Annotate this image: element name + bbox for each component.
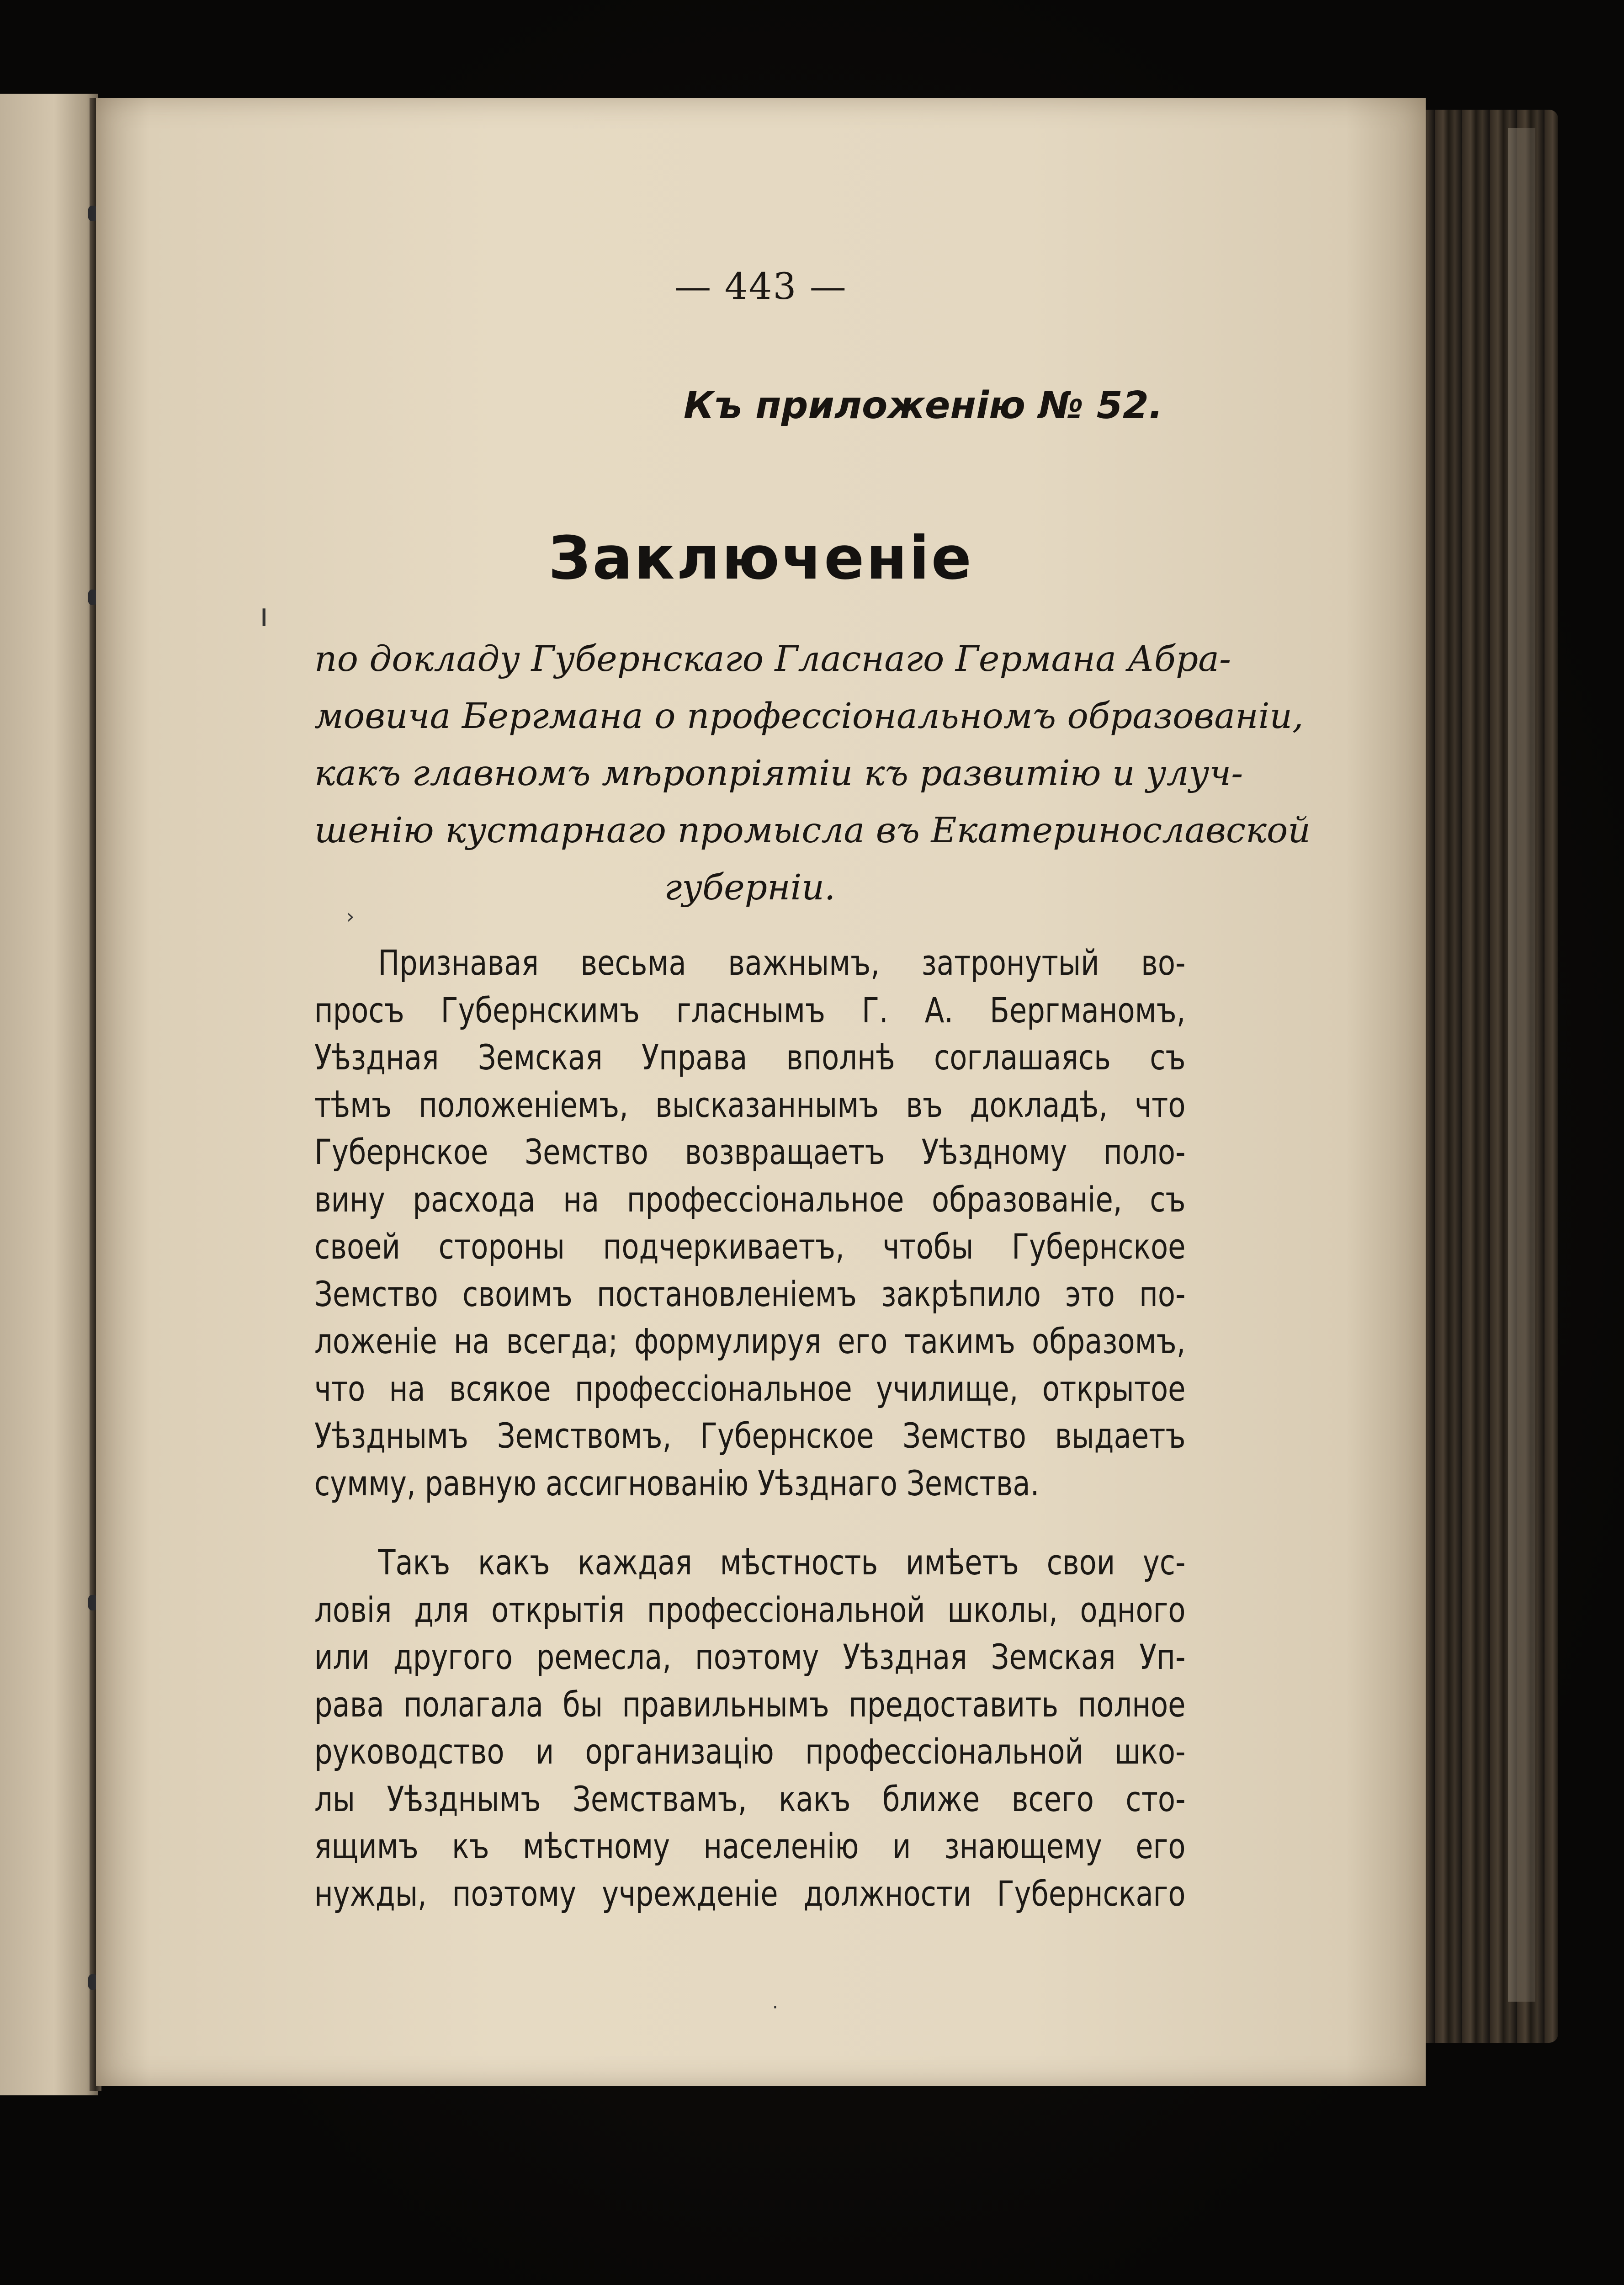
text-line: Уѣзднымъ Земствомъ, Губернское Земство выдаетъ	[314, 1415, 1186, 1456]
subtitle-line: губерніи.	[664, 867, 836, 908]
text-line: нужды, поэтому учрежденіе должности Губернскаго	[314, 1873, 1186, 1914]
text-line: ловія для открытія профессіональной школы, одного	[314, 1589, 1186, 1630]
stray-mark: ›	[346, 905, 355, 928]
paragraph-1	[314, 939, 1186, 1507]
paragraph-2	[314, 1539, 1186, 1917]
text-line: лы Уѣзднымъ Земствамъ, какъ ближе всего сто-	[314, 1778, 1186, 1819]
text-line: Земство своимъ постановленіемъ закрѣпило это по-	[314, 1273, 1186, 1314]
document-title: Заключеніе	[548, 523, 973, 593]
text-line: вину расхода на профессіональное образованіе, съ	[314, 1179, 1186, 1220]
text-line: своей стороны подчеркиваетъ, чтобы Губернское	[314, 1226, 1186, 1267]
text-line: Признавая весьма важнымъ, затронутый во-	[378, 942, 1186, 983]
text-line: просъ Губернскимъ гласнымъ Г. А. Бергманомъ,	[314, 989, 1186, 1031]
subtitle-line: шенію кустарнаго промысла въ Екатеринославской	[314, 810, 1311, 851]
document-subtitle	[314, 631, 1311, 916]
subtitle-line: по докладу Губернскаго Гласнаго Германа Абра-	[314, 639, 1231, 680]
text-line: что на всякое профессіональное училище, открытое	[314, 1368, 1186, 1409]
appendix-reference: Къ приложенію № 52.	[683, 384, 1163, 427]
text-line: Уѣздная Земская Управа вполнѣ соглашаясь съ	[314, 1037, 1186, 1078]
text-line: ложеніе на всегда; формулируя его такимъ образомъ,	[314, 1321, 1186, 1361]
text-line: или другого ремесла, поэтому Уѣздная Земская Уп-	[314, 1637, 1186, 1677]
text-line: Губернское Земство возвращаетъ Уѣздному поло-	[314, 1132, 1186, 1172]
text-line: ящимъ къ мѣстному населенію и знающему его	[314, 1826, 1186, 1866]
stray-mark: ı	[260, 596, 269, 634]
left-facing-page-edge	[0, 94, 98, 2095]
text-line: рава полагала бы правильнымъ предоставить полное	[314, 1684, 1186, 1725]
page-number: — 443 —	[674, 265, 847, 308]
text-line: тѣмъ положеніемъ, высказаннымъ въ докладѣ, что	[314, 1084, 1186, 1125]
stray-mark: ·	[772, 1997, 778, 2018]
page-stack-edges	[1407, 110, 1558, 2043]
subtitle-line: мовича Бергмана о профессіональномъ образованіи,	[314, 696, 1304, 737]
body-text	[314, 939, 1186, 1917]
book-page	[96, 98, 1426, 2086]
page-edge-highlight	[1508, 128, 1535, 2002]
subtitle-line: какъ главномъ мѣропріятіи къ развитію и улуч-	[314, 753, 1243, 794]
text-line: сумму, равную ассигнованію Уѣзднаго Земства.	[314, 1462, 1040, 1504]
text-line: руководство и организацію профессіональной шко-	[314, 1731, 1186, 1772]
text-line: Такъ какъ каждая мѣстность имѣетъ свои ус-	[378, 1542, 1186, 1583]
